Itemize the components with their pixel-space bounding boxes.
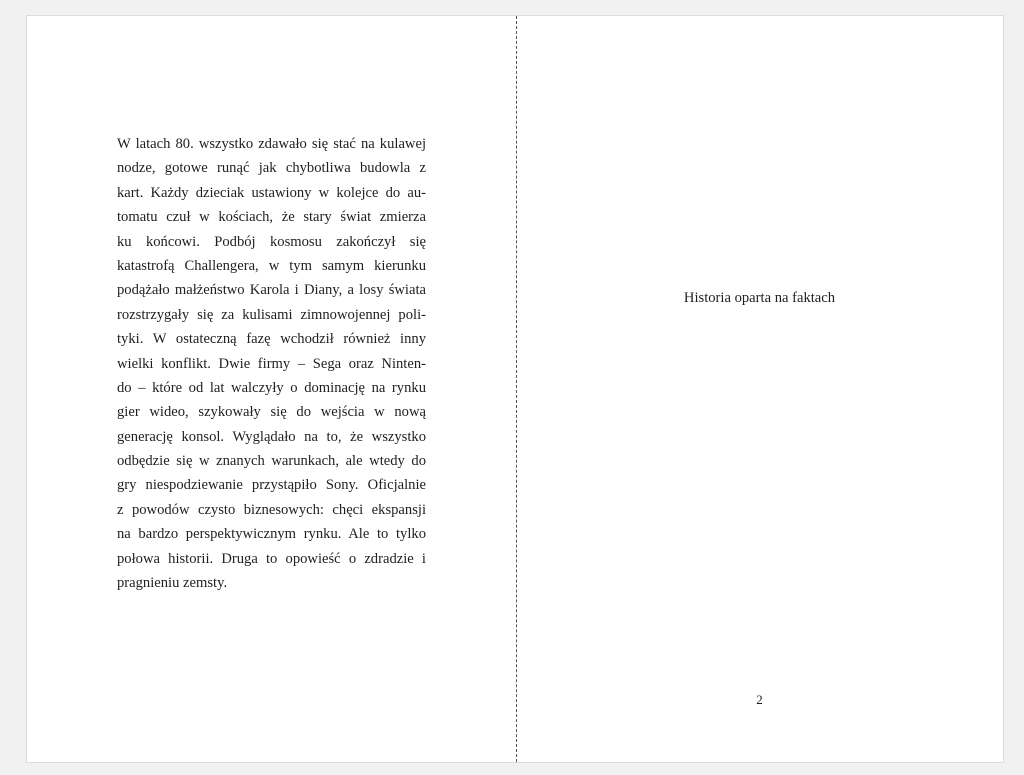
text-line: rozstrzygały się za kulisami zimnowojennej poli- (117, 306, 426, 323)
text-line: kart. Każdy dzieciak ustawiony w kolejce do au- (117, 184, 426, 201)
text-line: podążało małżeństwo Karola i Diany, a losy świata (117, 282, 426, 299)
left-page (27, 16, 516, 762)
text-line: nodze, gotowe runąć jak chybotliwa budowla z (117, 160, 426, 177)
text-line: połowa historii. Druga to opowieść o zdradzie i (117, 550, 426, 567)
text-line: na bardzo perspektywicznym rynku. Ale to tylko (117, 526, 426, 543)
text-line: pragnieniu zemsty. (117, 575, 228, 592)
text-line: gier wideo, szykowały się do wejścia w nową (117, 404, 426, 421)
text-line: odbędzie się w znanych warunkach, ale wtedy do (117, 453, 426, 470)
text-line: z powodów czysto biznesowych: chęci ekspansji (117, 501, 426, 518)
text-line: katastrofą Challengera, w tym samym kierunku (117, 257, 426, 274)
text-line: do – które od lat walczyły o dominację na rynku (117, 379, 426, 396)
page-number: 2 (756, 692, 763, 707)
page-heading: Historia oparta na faktach (683, 290, 836, 306)
text-line: ku końcowi. Podbój kosmosu zakończył się (117, 233, 426, 250)
text-line: W latach 80. wszystko zdawało się stać na kulawej (117, 136, 426, 152)
book-spread (26, 15, 1004, 763)
text-line: wielki konflikt. Dwie firmy – Sega oraz Ninten- (117, 355, 426, 372)
body-paragraph (117, 132, 426, 595)
text-line: gry niespodziewanie przystąpiło Sony. Oficjalnie (117, 477, 426, 494)
text-line: generację konsol. Wyglądało na to, że wszystko (117, 428, 426, 445)
right-page (516, 16, 1003, 762)
text-line: tomatu czuł w kościach, że stary świat zmierza (117, 209, 426, 226)
text-line: tyki. W ostateczną fazę wchodził również inny (117, 331, 426, 348)
